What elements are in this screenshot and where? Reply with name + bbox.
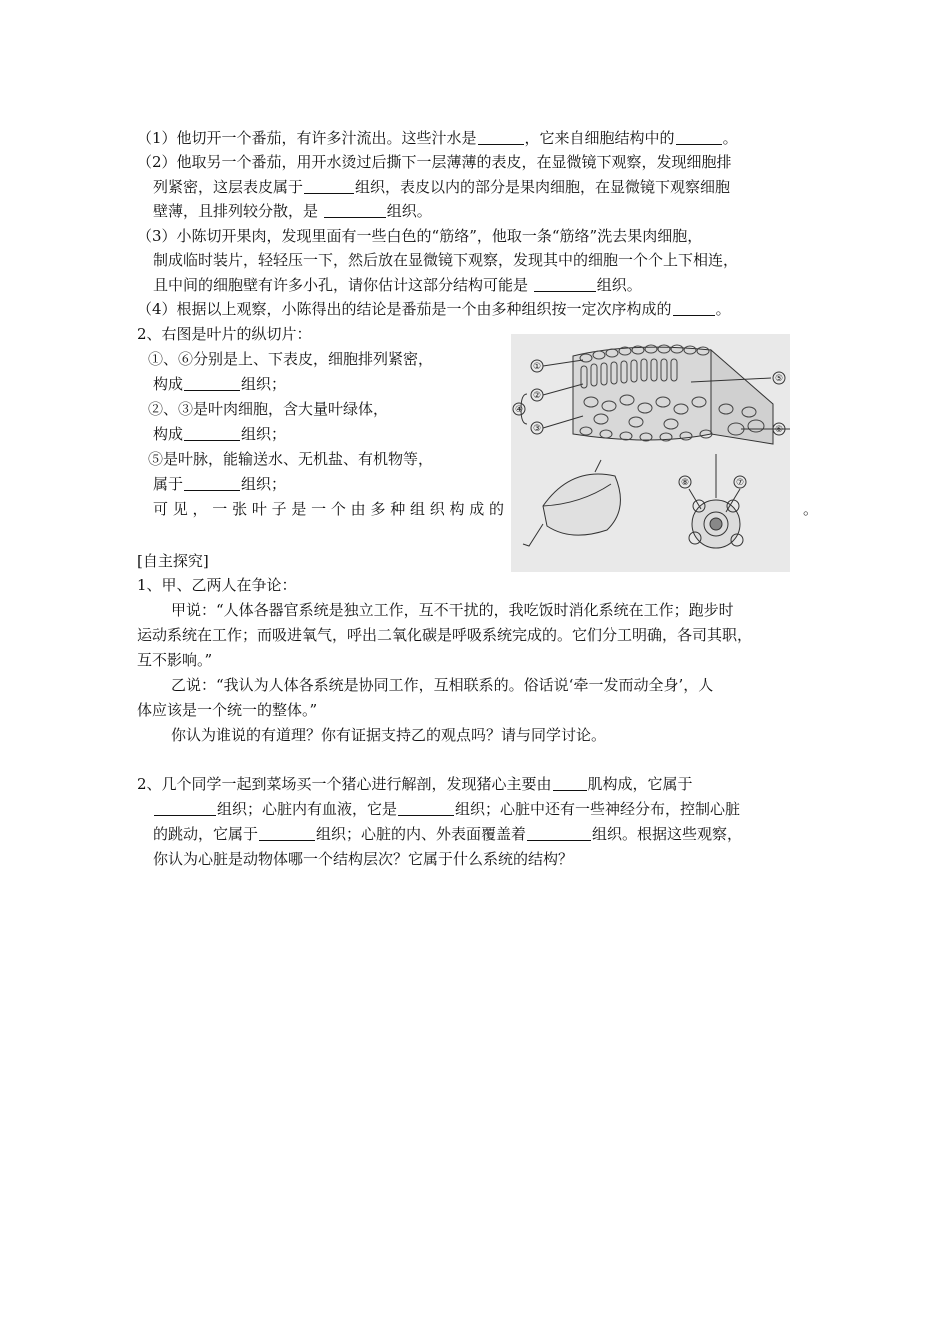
q2-line-1	[148, 347, 433, 371]
q1-line-3	[153, 175, 730, 199]
e2-text: 2、几个同学一起到菜场买一个猪心进行解剖，发现猪心主要由	[137, 775, 552, 793]
answer-blank[interactable]	[324, 201, 386, 218]
q2-line-6	[153, 472, 286, 496]
figure-label-6: ⑥	[774, 425, 784, 435]
q1-line-7	[153, 273, 642, 297]
q1-line-8	[137, 297, 731, 321]
answer-blank[interactable]	[154, 799, 216, 816]
answer-blank[interactable]	[673, 299, 715, 316]
q2-line-7	[153, 497, 504, 521]
q2-text: 。	[803, 500, 819, 518]
e2-line-4	[153, 847, 573, 871]
e2-text: 组织；心脏中还有一些神经分布，控制心脏	[455, 800, 741, 818]
e1-line-b1	[171, 673, 713, 697]
q1-text: 组织，表皮以内的部分是果肉细胞，在显微镜下观察细胞	[355, 178, 731, 196]
leaf-section-drawing	[511, 334, 790, 572]
answer-blank[interactable]	[534, 275, 596, 292]
q1-line-4	[153, 199, 432, 223]
answer-blank[interactable]	[676, 128, 722, 145]
q1-line-1	[137, 126, 738, 150]
e1-text: 体应该是一个统一的整体。”	[137, 701, 318, 719]
q1-text: 组织。	[386, 202, 432, 220]
q2-line-7-end	[803, 497, 818, 521]
figure-label-7: ⑦	[735, 478, 745, 488]
section-heading	[137, 549, 209, 573]
q2-text: 属于	[153, 475, 184, 493]
section-heading-text: [自主探究]	[137, 552, 209, 570]
answer-blank[interactable]	[259, 824, 315, 841]
answer-blank[interactable]	[398, 799, 454, 816]
q2-line-2	[153, 372, 286, 396]
e2-text: 肌构成，它属于	[587, 775, 693, 793]
q1-text: 且中间的细胞壁有许多小孔，请你估计这部分结构可能是	[153, 276, 529, 294]
q1-text: （3）小陈切开果肉，发现里面有一些白色的“筋络”，他取一条“筋络”洗去果肉细胞，	[137, 227, 703, 245]
q2-text: 组织；	[241, 375, 287, 393]
e2-text: 组织；心脏内有血液，它是	[217, 800, 398, 818]
answer-blank[interactable]	[304, 177, 354, 194]
q1-text: 壁薄，且排列较分散，是	[153, 202, 319, 220]
figure-label-5: ⑤	[774, 374, 784, 384]
q2-title-text: 2、右图是叶片的纵切片：	[137, 325, 312, 343]
answer-blank[interactable]	[527, 824, 591, 841]
e1-text: 互不影响。”	[137, 651, 213, 669]
answer-blank[interactable]	[184, 474, 240, 491]
q1-text: 。	[722, 129, 738, 147]
e1-line-a2	[137, 623, 752, 647]
q1-text: 列紧密，这层表皮属于	[153, 178, 304, 196]
e1-line-a1	[171, 598, 734, 622]
e2-line-3	[153, 822, 742, 846]
q2-line-3	[148, 397, 388, 421]
figure-label-3: ③	[532, 424, 542, 434]
e2-text: 组织；心脏的内、外表面覆盖着	[316, 825, 527, 843]
q1-text: （4）根据以上观察，小陈得出的结论是番茄是一个由多种组织按一定次序构成的	[137, 300, 672, 318]
e1-title	[137, 573, 297, 597]
leaf-section-figure	[511, 334, 790, 572]
e1-line-a3	[137, 648, 212, 672]
q2-text: 组织；	[241, 425, 287, 443]
q1-line-2	[137, 150, 732, 174]
q2-line-5	[148, 447, 433, 471]
answer-blank[interactable]	[184, 424, 240, 441]
q2-text: ②、③是叶肉细胞，含大量叶绿体，	[148, 400, 389, 418]
e2-text: 组织。根据这些观察，	[592, 825, 743, 843]
answer-blank[interactable]	[553, 774, 587, 791]
e2-text: 的跳动，它属于	[153, 825, 259, 843]
e1-text: 你认为谁说的有道理？你有证据支持乙的观点吗？请与同学讨论。	[171, 726, 607, 744]
e2-line-1	[137, 772, 693, 796]
q1-text: 组织。	[596, 276, 642, 294]
q1-text: （1）他切开一个番茄，有许多汁流出。这些汁水是	[137, 129, 477, 147]
e1-line-b2	[137, 698, 317, 722]
e1-line-c1	[171, 723, 606, 747]
e1-text: 乙说：“我认为人体各系统是协同工作，互相联系的。俗话说‘牵一发而动全身’，人	[171, 676, 714, 694]
q2-line-4	[153, 422, 286, 446]
e2-text: 你认为心脏是动物体哪一个结构层次？它属于什么系统的结构？	[153, 850, 574, 868]
q2-text: 可 见 ， 一 张 叶 子 是 一 个 由 多 种 组 织 构 成 的	[153, 500, 505, 518]
e1-text: 运动系统在工作；而吸进氧气，呼出二氧化碳是呼吸系统完成的。它们分工明确，各司其职，	[137, 626, 753, 644]
q1-line-6	[153, 248, 738, 272]
q2-text: 构成	[153, 375, 184, 393]
e1-text: 1、甲、乙两人在争论：	[137, 576, 297, 594]
figure-label-4: ④	[514, 405, 524, 415]
q1-text: 。	[715, 300, 731, 318]
q2-text: ①、⑥分别是上、下表皮，细胞排列紧密，	[148, 350, 434, 368]
e1-text: 甲说：“人体各器官系统是独立工作，互不干扰的，我吃饭时消化系统在工作；跑步时	[171, 601, 734, 619]
q2-text: 组织；	[241, 475, 287, 493]
q2-title	[137, 322, 312, 346]
figure-label-8: ⑧	[680, 478, 690, 488]
q2-text: 构成	[153, 425, 184, 443]
figure-label-1: ①	[532, 362, 542, 372]
figure-label-2: ②	[532, 391, 542, 401]
q1-text: （2）他取另一个番茄，用开水烫过后撕下一层薄薄的表皮，在显微镜下观察，发现细胞排	[137, 153, 732, 171]
e2-line-2	[153, 797, 740, 821]
q1-line-5	[137, 224, 702, 248]
q1-text: 制成临时装片，轻轻压一下，然后放在显微镜下观察，发现其中的细胞一个个上下相连，	[153, 251, 739, 269]
answer-blank[interactable]	[184, 374, 240, 391]
answer-blank[interactable]	[478, 128, 524, 145]
q1-text: ，它来自细胞结构中的	[524, 129, 675, 147]
q2-text: ⑤是叶脉，能输送水、无机盐、有机物等，	[148, 450, 434, 468]
